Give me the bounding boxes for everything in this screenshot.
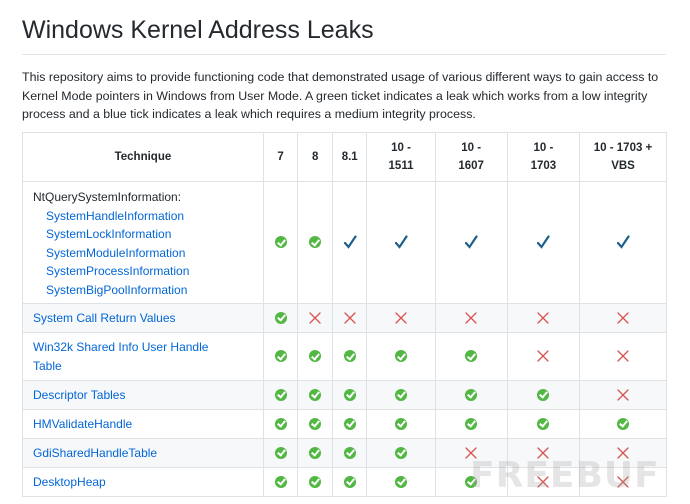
red-cross-icon — [536, 349, 550, 363]
status-cell — [435, 182, 507, 304]
green-check-icon — [344, 389, 356, 401]
status-cell — [332, 410, 367, 439]
red-cross-icon — [616, 311, 630, 325]
status-cell — [580, 381, 667, 410]
green-check-icon — [275, 312, 287, 324]
status-cell — [298, 304, 333, 333]
green-check-icon — [395, 447, 407, 459]
status-cell — [298, 182, 333, 304]
green-check-icon — [309, 389, 321, 401]
technique-cell — [23, 439, 264, 468]
status-cell — [507, 410, 579, 439]
green-check-icon — [617, 418, 629, 430]
status-cell — [580, 333, 667, 381]
header-version-2: 8 — [298, 133, 333, 182]
table-row — [23, 410, 667, 439]
status-cell — [298, 333, 333, 381]
status-cell — [367, 439, 435, 468]
technique-sub-link[interactable]: SystemLockInformation — [46, 227, 172, 241]
technique-cell — [23, 468, 264, 497]
red-cross-icon — [464, 311, 478, 325]
green-check-icon — [309, 236, 321, 248]
status-cell — [332, 182, 367, 304]
status-cell — [435, 333, 507, 381]
header-version-5: 10 - 1607 — [435, 133, 507, 182]
red-cross-icon — [343, 311, 357, 325]
status-cell — [332, 468, 367, 497]
blue-tick-icon — [343, 235, 357, 249]
green-check-icon — [395, 389, 407, 401]
status-cell — [435, 381, 507, 410]
technique-cell — [23, 333, 264, 381]
technique-cell — [23, 182, 264, 304]
blue-tick-icon — [464, 235, 478, 249]
leak-compatibility-table — [22, 132, 667, 497]
status-cell — [367, 304, 435, 333]
status-cell — [332, 439, 367, 468]
status-cell — [332, 304, 367, 333]
technique-sub-link[interactable]: SystemBigPoolInformation — [46, 282, 188, 297]
blue-tick-icon — [394, 235, 408, 249]
green-check-icon — [275, 476, 287, 488]
status-cell — [367, 381, 435, 410]
status-cell — [298, 439, 333, 468]
green-check-icon — [309, 418, 321, 430]
description: This repository aims to provide functioning code that demonstrated usage of various different ways to gain access to Kernel Mode pointers in Windows from User Mode. A green ticket indicates a leak which works from a low integrity process and a blue tick indicates a leak which requires a medium integrity process. — [22, 70, 659, 121]
status-cell — [507, 182, 579, 304]
status-cell — [580, 410, 667, 439]
technique-link[interactable]: Descriptor Tables — [33, 388, 126, 402]
red-cross-icon — [308, 311, 322, 325]
red-cross-icon — [616, 388, 630, 402]
green-check-icon — [275, 389, 287, 401]
status-cell — [435, 410, 507, 439]
green-check-icon — [344, 418, 356, 430]
red-cross-icon — [536, 311, 550, 325]
green-check-icon — [465, 350, 477, 362]
green-check-icon — [395, 350, 407, 362]
header-technique: Technique — [23, 133, 264, 182]
status-cell — [332, 381, 367, 410]
green-check-icon — [537, 389, 549, 401]
watermark-logo: FREEBUF — [470, 455, 660, 496]
header-version-7: 10 - 1703 + VBS — [580, 133, 667, 182]
red-cross-icon — [616, 349, 630, 363]
technique-name: NtQuerySystemInformation: — [33, 190, 182, 204]
technique-sub-link[interactable]: SystemProcessInformation — [46, 264, 190, 278]
green-check-icon — [275, 236, 287, 248]
technique-cell — [23, 410, 264, 439]
green-check-icon — [344, 447, 356, 459]
green-check-icon — [309, 447, 321, 459]
status-cell — [263, 439, 298, 468]
status-cell — [367, 410, 435, 439]
green-check-icon — [537, 418, 549, 430]
header-version-6: 10 - 1703 — [507, 133, 579, 182]
status-cell — [263, 410, 298, 439]
status-cell — [507, 304, 579, 333]
table-row — [23, 304, 667, 333]
status-cell — [263, 468, 298, 497]
status-cell — [263, 182, 298, 304]
status-cell — [580, 304, 667, 333]
status-cell — [435, 304, 507, 333]
table-row — [23, 182, 667, 304]
technique-sub-link[interactable]: SystemModuleInformation — [46, 245, 186, 260]
status-cell — [263, 333, 298, 381]
green-check-icon — [465, 418, 477, 430]
status-cell — [298, 410, 333, 439]
title-divider — [22, 54, 666, 55]
technique-link[interactable]: DesktopHeap — [33, 475, 106, 489]
technique-link[interactable]: System Call Return Values — [33, 311, 176, 325]
status-cell — [298, 468, 333, 497]
technique-sub-link[interactable]: SystemHandleInformation — [46, 208, 185, 223]
blue-tick-icon — [616, 235, 630, 249]
table-row — [23, 381, 667, 410]
status-cell — [263, 304, 298, 333]
status-cell — [367, 468, 435, 497]
header-version-3: 8.1 — [332, 133, 367, 182]
header-version-1: 7 — [263, 133, 298, 182]
status-cell — [298, 381, 333, 410]
table-header-row — [23, 133, 667, 182]
blue-tick-icon — [536, 235, 550, 249]
green-check-icon — [395, 418, 407, 430]
technique-cell — [23, 304, 264, 333]
status-cell — [507, 381, 579, 410]
status-cell — [367, 182, 435, 304]
status-cell — [580, 182, 667, 304]
page-title: Windows Kernel Address Leaks — [22, 16, 374, 44]
technique-link[interactable]: GdiSharedHandleTable — [33, 446, 158, 460]
status-cell — [367, 333, 435, 381]
green-check-icon — [465, 389, 477, 401]
red-cross-icon — [394, 311, 408, 325]
technique-link[interactable]: HMValidateHandle — [33, 417, 133, 431]
status-cell — [332, 333, 367, 381]
green-check-icon — [275, 350, 287, 362]
green-check-icon — [275, 447, 287, 459]
green-check-icon — [344, 476, 356, 488]
green-check-icon — [309, 476, 321, 488]
green-check-icon — [309, 350, 321, 362]
green-check-icon — [344, 350, 356, 362]
status-cell — [507, 333, 579, 381]
green-check-icon — [275, 418, 287, 430]
technique-cell — [23, 381, 264, 410]
technique-link[interactable]: Win32k Shared Info User Handle Table — [33, 340, 209, 373]
table-row — [23, 333, 667, 381]
header-version-4: 10 - 1511 — [367, 133, 435, 182]
green-check-icon — [395, 476, 407, 488]
status-cell — [263, 381, 298, 410]
